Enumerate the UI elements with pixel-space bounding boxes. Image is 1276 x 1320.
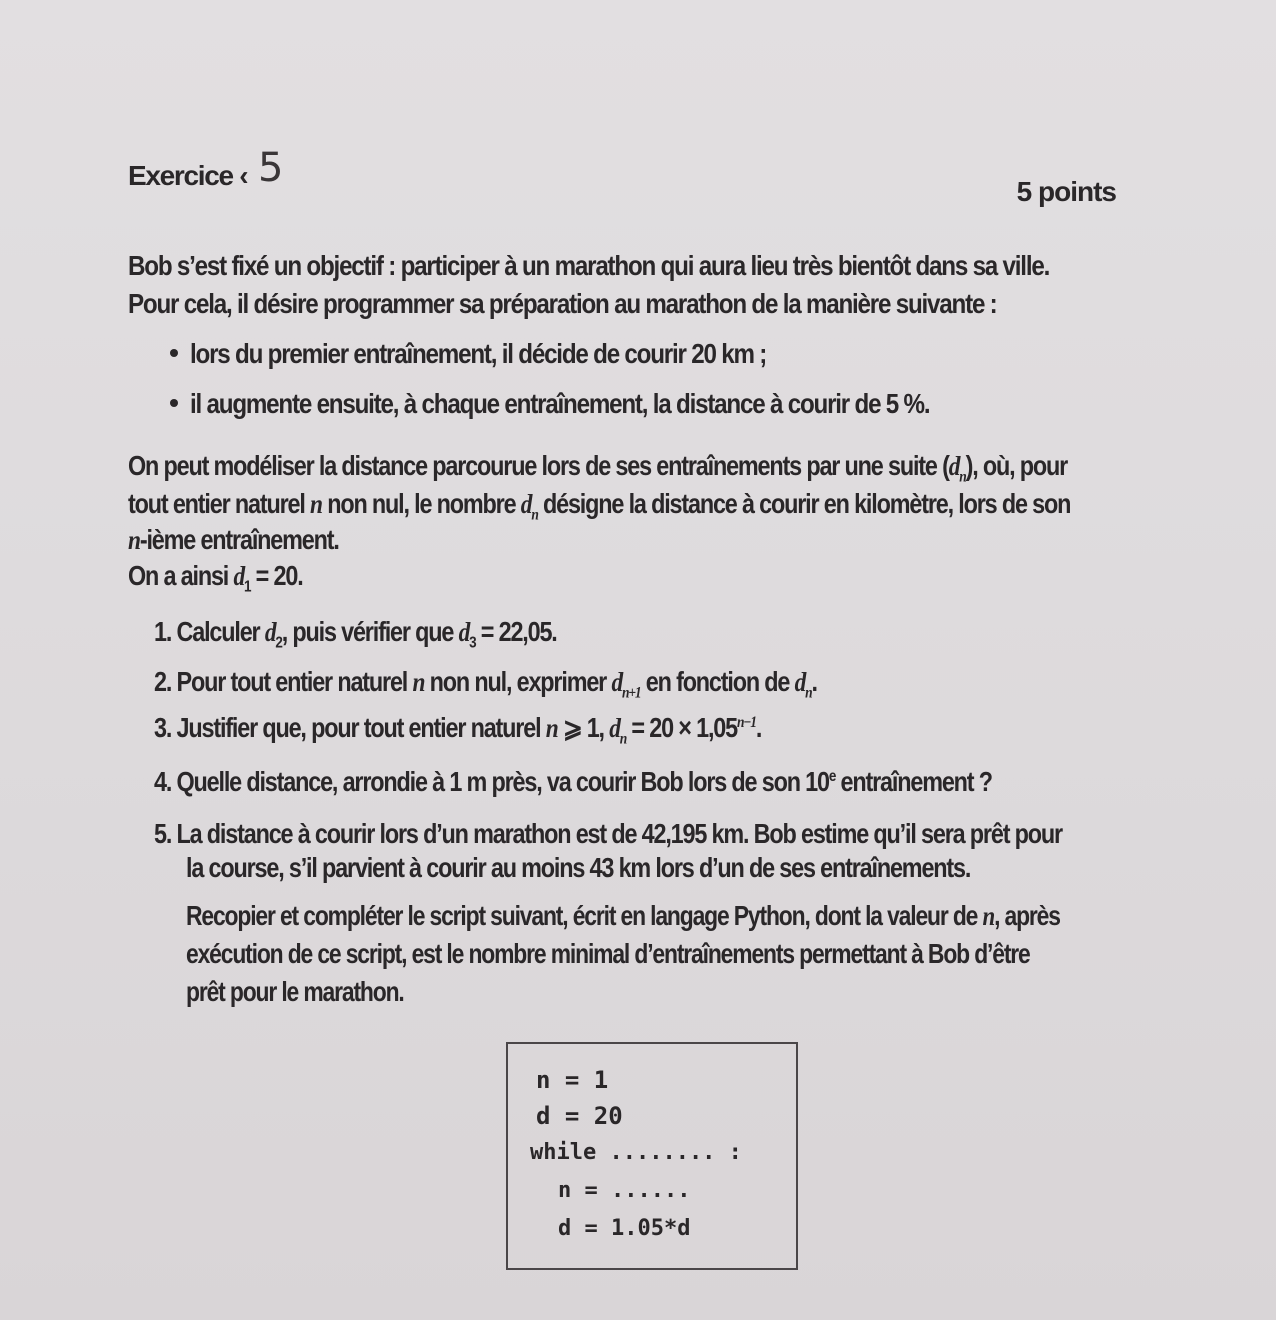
python-script-box: [506, 1042, 798, 1270]
question-5-line-3: Recopier et compléter le script suivant, écrit en langage Python, dont la valeur de n, après: [186, 900, 1060, 932]
question-3: 3. Justifier que, pour tout entier naturel n ⩾ 1, $d_n = 20 \times 1,05^{n-1}$.: [154, 712, 762, 748]
points-label: 5 points: [1016, 176, 1116, 207]
exercise-title: Exercice ‹: [128, 160, 248, 191]
question-1: 1. Calculer $d_2$, puis vérifier que $d_3 = 22,05$.: [154, 616, 557, 652]
code-line-1: n = 1: [536, 1066, 609, 1094]
question-5-line-4: exécution de ce script, est le nombre minimal d’entraînements permettant à Bob d’être: [186, 938, 1030, 970]
question-5-line-1: 5. La distance à courir lors d’un marathon est de 42,195 km. Bob estime qu’il sera prêt pour: [154, 818, 1062, 850]
intro-line-2: Pour cela, il désire programmer sa préparation au marathon de la manière suivante :: [128, 288, 997, 320]
code-line-3: while ........ :: [530, 1140, 742, 1165]
question-5-line-2: la course, s’il parvient à courir au moins 43 km lors d’un de ses entraînements.: [186, 852, 971, 884]
bullet-item-1: lors du premier entraînement, il décide de courir 20 km ;: [190, 338, 767, 370]
model-line-2: tout entier naturel n non nul, le nombre $d_n$ désigne la distance à courir en kilomètre, lors de son: [128, 488, 1071, 524]
code-line-5: d = 1.05*d: [558, 1216, 691, 1241]
bullet-dot: [170, 349, 178, 357]
intro-line-1: Bob s’est fixé un objectif : participer à un marathon qui aura lieu très bientôt dans sa ville.: [128, 250, 1050, 282]
model-line-4: On a ainsi $d_1 = 20$.: [128, 560, 303, 596]
question-2: 2. Pour tout entier naturel n non nul, exprimer $d_{n+1}$ en fonction de $d_n$.: [154, 666, 817, 702]
bullet-item-2: il augmente ensuite, à chaque entraînement, la distance à courir de 5 %.: [190, 388, 930, 420]
model-line-1: On peut modéliser la distance parcourue lors de ses entraînements par une suite $(d_n)$, où, pour: [128, 450, 1068, 486]
model-line-3: n-ième entraînement.: [128, 524, 339, 556]
question-5-line-5: prêt pour le marathon.: [186, 976, 404, 1008]
question-4: 4. Quelle distance, arrondie à 1 m près, va courir Bob lors de son 10e entraînement ?: [154, 766, 992, 798]
code-line-2: d = 20: [536, 1102, 623, 1130]
bullet-dot: [170, 399, 178, 407]
handwritten-exercise-number: 5: [258, 145, 284, 191]
code-line-4: n = ......: [558, 1178, 691, 1203]
